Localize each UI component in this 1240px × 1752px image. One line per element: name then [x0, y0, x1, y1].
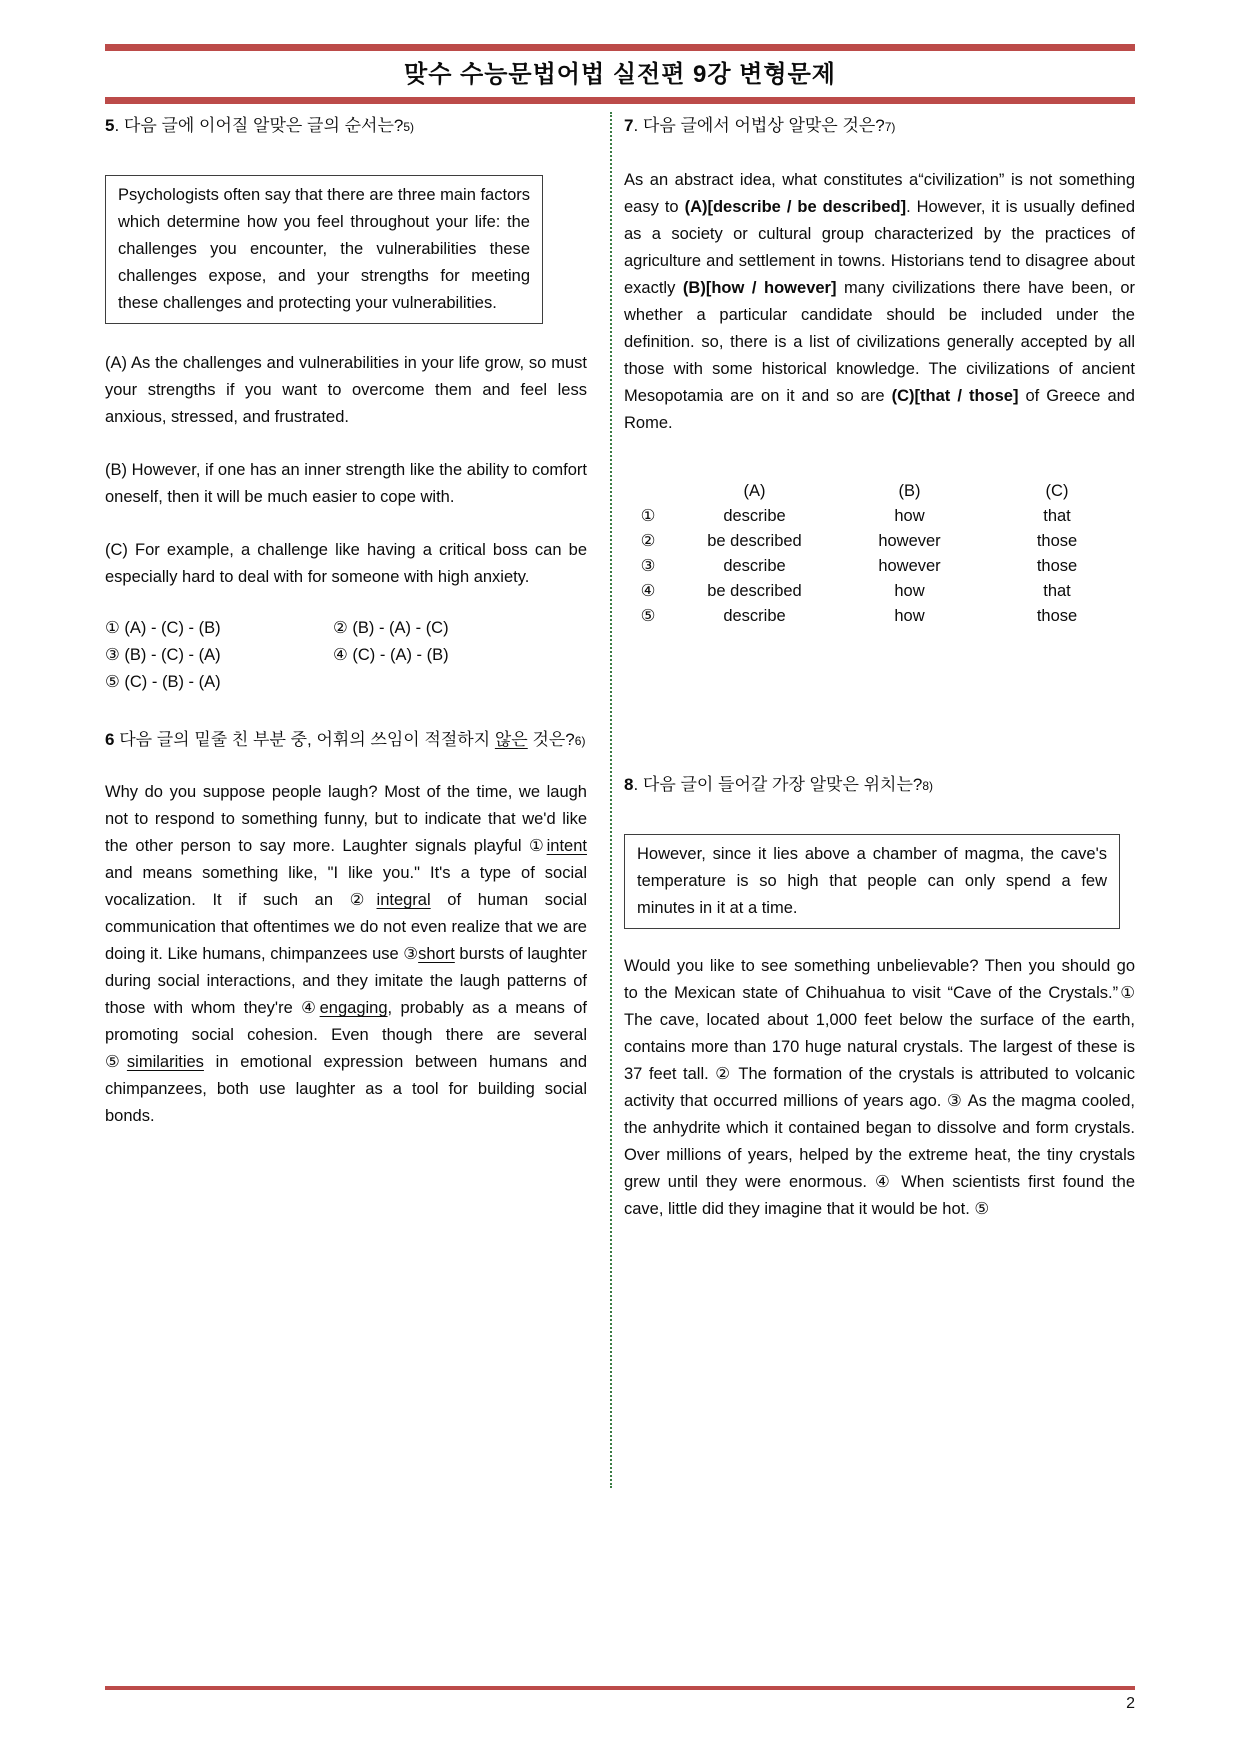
q7-table-corner — [624, 479, 672, 504]
q7-row3-b: however — [878, 557, 941, 575]
q5-option-3: ③ (B) - (C) - (A) — [105, 646, 221, 664]
q5-passage-box: Psychologists often say that there are three main factors which determine how you feel throughout your life: the challenges you encounter, the vulnerabilities these challenges expose, and your strengths for meeting these challenges and protecting your vulnerabilities. — [105, 175, 543, 324]
q7-title: 7. 다음 글에서 어법상 알맞은 것은?7) — [624, 116, 896, 135]
q8-title: 8. 다음 글이 들어갈 가장 알맞은 위치는?8) — [624, 775, 933, 794]
q7-row5-b: how — [894, 607, 925, 625]
q5-option-5: ⑤ (C) - (B) - (A) — [105, 673, 221, 691]
q6-passage: Why do you suppose people laugh? Most of the time, we laugh not to respond to something funny, but to indicate that we'd like the other person to say more. Laughter signals playful ①intent and means something like, "I like you." It's a type of social vocalization. It if such an ②integral of human social communication that oftentimes we do not even realize that we are doing it. Like humans, chimpanzees use ③short bursts of laughter during social interactions, and they imitate the laugh patterns of those with whom they're ④engaging, probably as a means of promoting social cohesion. Even though there are several ⑤similarities in emotional expression between humans and chimpanzees, both use laughter as a tool for building social bonds. — [105, 783, 587, 1125]
header-rule-top — [105, 44, 1135, 51]
header-rule-bottom — [105, 97, 1135, 104]
q5-title: 5. 다음 글에 이어질 알맞은 글의 순서는?5) — [105, 116, 414, 135]
q7-row4-b: how — [894, 582, 925, 600]
q6-title: 6 다음 글의 밑줄 친 부분 중, 어휘의 쓰임이 적절하지 않은 것은?6) — [105, 730, 586, 749]
q5-para-b: (B) However, if one has an inner strength like the ability to comfort oneself, then it will be much easier to cope with. — [105, 461, 587, 506]
footer-rule — [105, 1686, 1135, 1690]
q7-row4-c: that — [1043, 582, 1071, 600]
q7-table-header-a: (A) — [743, 482, 766, 500]
q5-option-4: ④ (C) - (A) - (B) — [333, 646, 449, 664]
q7-answer-table — [624, 479, 1135, 629]
q7-row3-num: ③ — [640, 557, 656, 575]
q7-table-header-b: (B) — [898, 482, 921, 500]
q7-row1-b: how — [894, 507, 925, 525]
q7-row3-a: describe — [723, 557, 786, 575]
q7-row2-b: however — [878, 532, 941, 550]
q5-option-2: ② (B) - (A) - (C) — [333, 619, 449, 637]
q7-row1-a: describe — [723, 507, 786, 525]
q7-row2-a: be described — [707, 532, 802, 550]
q7-row2-c: those — [1036, 532, 1078, 550]
q7-row5-num: ⑤ — [640, 607, 656, 625]
q7-row1-num: ① — [640, 507, 656, 525]
q7-row3-c: those — [1036, 557, 1078, 575]
page-number: 2 — [1126, 1695, 1135, 1712]
q7-passage: As an abstract idea, what constitutes a“civilization” is not something easy to (A)[describe / be described]. However, it is usually defined as a society or cultural group characterized by the practices of agriculture and settlement in towns. Historians tend to disagree about exactly (B)[how / however] many civilizations there have been, or whether a particular candidate should be included under the definition. so, there is a list of civilizations generally accepted by all those with some historical knowledge. The civilizations of ancient Mesopotamia are on it and so are (C)[that / those] of Greece and Rome. — [624, 171, 1135, 432]
left-column — [105, 112, 587, 1130]
q7-row4-a: be described — [707, 582, 802, 600]
q5-options — [105, 615, 587, 696]
q5-option-1: ① (A) - (C) - (B) — [105, 619, 221, 637]
q8-passage: Would you like to see something unbelievable? Then you should go to the Mexican state of Chihuahua to visit “Cave of the Crystals.”① The cave, located about 1,000 feet below the surface of the earth, contains more than 170 huge natural crystals. The largest of these is 37 feet tall. ② The formation of the crystals is attributed to volcanic activity that occurred millions of years ago. ③ As the magma cooled, the anhydrite which it contained began to dissolve and form crystals. Over millions of years, helped by the extreme heat, the tiny crystals grew until they were enormous. ④ When scientists first found the cave, little did they imagine that it would be hot. ⑤ — [624, 957, 1135, 1218]
q7-table-header-c: (C) — [1045, 482, 1069, 500]
q7-row5-a: describe — [723, 607, 786, 625]
q7-row1-c: that — [1043, 507, 1071, 525]
q7-row5-c: those — [1036, 607, 1078, 625]
q7-row4-num: ④ — [640, 582, 656, 600]
q7-row2-num: ② — [640, 532, 656, 550]
right-column — [624, 112, 1135, 1223]
q5-para-c: (C) For example, a challenge like having a critical boss can be especially hard to deal with for someone with high anxiety. — [105, 541, 587, 586]
page-title: 맞수 수능문법어법 실전편 9강 변형문제 — [404, 61, 836, 88]
column-divider — [610, 112, 612, 1488]
q8-passage-box: However, since it lies above a chamber of magma, the cave's temperature is so high that people can only spend a few minutes in it at a time. — [624, 834, 1120, 929]
q5-para-a: (A) As the challenges and vulnerabilities in your life grow, so must your strengths if you want to overcome them and feel less anxious, stressed, and frustrated. — [105, 354, 587, 426]
